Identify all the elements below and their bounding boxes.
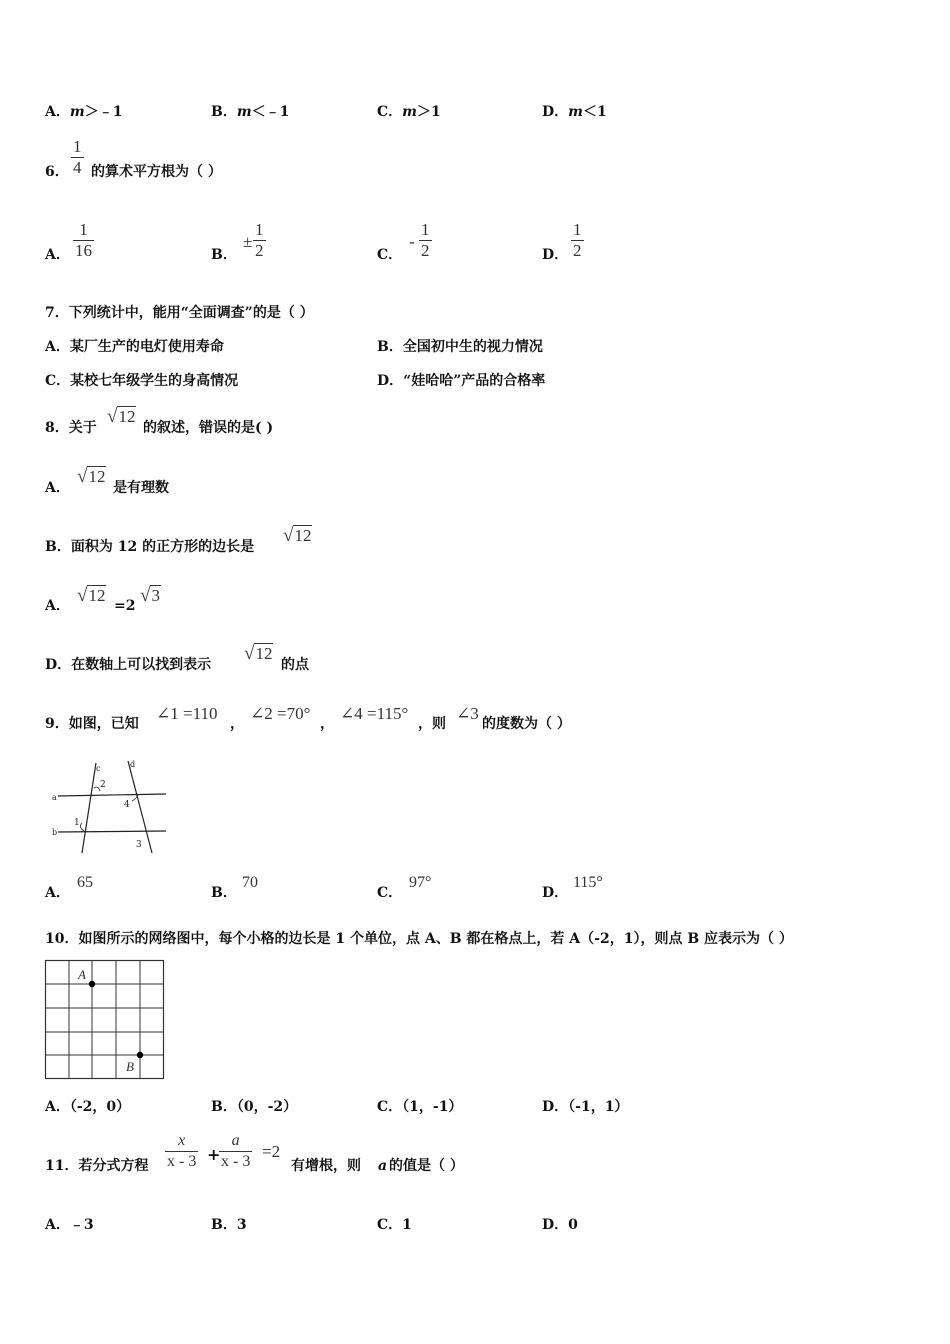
fig-label-d: d (130, 760, 136, 769)
fraction-numerator: 1 (73, 137, 82, 156)
radicand: 12 (118, 407, 136, 426)
fraction-denominator: x - 3 (221, 1153, 251, 1170)
option-rel: ＜1 (582, 104, 607, 120)
line-b (58, 831, 166, 832)
q8-option-a-text: 是有理数 (113, 480, 169, 496)
fraction-denominator: 4 (73, 158, 82, 177)
q11-fraction-2 (219, 1131, 252, 1172)
q6-number: 6． (45, 164, 69, 180)
q6-option-c-fraction (419, 220, 432, 261)
option-label: C． (377, 104, 403, 120)
q7-option-a[interactable]: A．某厂生产的电灯使用寿命 (45, 339, 224, 355)
q10-grid-figure (44, 958, 168, 1082)
q9-option-a-value: 65 (77, 874, 93, 891)
radical-sign: √ (244, 643, 255, 664)
fig-label-1: 1 (74, 818, 80, 828)
fig-label-4: 4 (124, 800, 130, 810)
q7-option-c[interactable]: C．某校七年级学生的身高情况 (45, 373, 239, 389)
q6-option-a-label[interactable]: A． (45, 247, 70, 263)
point-a-dot (89, 981, 95, 987)
radical-sign: √ (140, 585, 151, 606)
q8-option-a-sqrt (77, 466, 106, 488)
fraction-denominator: 2 (573, 241, 582, 260)
radicand: 12 (88, 586, 106, 605)
q9-option-c-value: 97° (409, 874, 432, 891)
fraction-numerator: 1 (573, 220, 582, 239)
q11-option-b[interactable]: B．3 (211, 1217, 247, 1233)
q8-option-d-sqrt (244, 643, 273, 665)
q11-option-a[interactable]: A．﹣3 (45, 1217, 94, 1233)
q9-angle3: ∠3 (456, 704, 479, 723)
q11-mid: 有增根，则 (291, 1158, 361, 1174)
q8-option-c-sqrt2 (140, 585, 161, 607)
q6-option-a-fraction (73, 220, 94, 261)
fig-label-c: c (96, 764, 101, 773)
q5-option-d[interactable] (542, 103, 607, 121)
option-rel: ＞﹣1 (84, 104, 123, 120)
q8-option-b-text[interactable]: B．面积为 12 的正方形的边长是 (45, 539, 255, 555)
q9-suffix: 的度数为（ ） (482, 716, 571, 732)
q11-suffix: 的值是（ ） (389, 1158, 464, 1174)
q6-option-b-sign: ± (243, 232, 253, 251)
radical-sign: √ (77, 585, 88, 606)
fig-label-b: b (52, 828, 58, 837)
q9-option-b-value: 70 (242, 874, 258, 891)
q8-option-d-text[interactable]: D．在数轴上可以找到表示 (45, 657, 212, 673)
q9-angle1: ∠1 =110 (156, 704, 218, 723)
radical-sign: √ (283, 525, 294, 546)
q8-option-c-label[interactable]: A． (45, 598, 70, 614)
fraction-numerator: 1 (255, 220, 264, 239)
q9-figure (50, 755, 170, 855)
q10-stem: 10．如图所示的网络图中，每个小格的边长是 1 个单位，点 A、B 都在格点上，若 A（-2，1），则点 B 应表示为（ ） (45, 931, 793, 947)
q7-option-b[interactable]: B．全国初中生的视力情况 (377, 339, 543, 355)
q10-option-d[interactable]: D．（-1，1） (542, 1099, 629, 1115)
grid-lines (46, 961, 164, 1079)
q6-fraction (71, 137, 84, 178)
fraction-numerator: 1 (421, 220, 430, 239)
option-var: m (236, 104, 252, 120)
fraction-denominator: 16 (75, 241, 92, 260)
line-a (58, 794, 166, 796)
q9-angle2: ∠2 =70° (250, 704, 311, 723)
q8-option-c-eq: =2 (114, 598, 136, 614)
q8-suffix: 的叙述，错误的是( ) (143, 420, 274, 436)
q6-option-d-fraction (571, 220, 584, 261)
fraction-numerator: 1 (79, 220, 88, 239)
q9-option-b-label[interactable]: B． (211, 885, 237, 901)
q11-option-c[interactable]: C．1 (377, 1217, 412, 1233)
q11-option-d[interactable]: D．0 (542, 1217, 578, 1233)
option-var: m (69, 104, 85, 120)
q9-option-d-label[interactable]: D． (542, 885, 569, 901)
q9-sep1: ， (230, 716, 244, 732)
q5-option-c[interactable] (377, 103, 441, 121)
q6-option-c-sign: - (409, 232, 415, 251)
q6-option-c-label[interactable]: C． (377, 247, 403, 263)
q9-angle4: ∠4 =115° (340, 704, 409, 723)
radical-sign: √ (77, 466, 88, 487)
q5-option-a[interactable] (45, 103, 122, 121)
q10-option-a[interactable]: A．（-2，0） (45, 1099, 131, 1115)
fraction-numerator: x (178, 1132, 186, 1149)
option-rel: ＜﹣1 (251, 104, 290, 120)
q11-prefix: 11．若分式方程 (45, 1158, 149, 1174)
q7-option-d[interactable]: D．“娃哈哈”产品的合格率 (377, 373, 546, 389)
radicand: 12 (255, 644, 273, 663)
q6-option-b-label[interactable]: B． (211, 247, 237, 263)
q11-var: a (378, 1158, 388, 1174)
q6-option-d-label[interactable]: D． (542, 247, 569, 263)
radicand: 12 (294, 526, 312, 545)
radical-sign: √ (107, 406, 118, 427)
fraction-denominator: 2 (255, 241, 264, 260)
option-rel: ＞1 (416, 104, 441, 120)
fig-label-2: 2 (100, 780, 106, 790)
fraction-denominator: x - 3 (167, 1153, 197, 1170)
option-var: m (568, 104, 583, 120)
q7-stem: 7．下列统计中，能用“全面调查”的是（ ） (45, 305, 314, 321)
q5-option-b[interactable] (211, 103, 289, 121)
q9-option-d-value: 115° (573, 874, 603, 891)
q10-option-b[interactable]: B．（0，-2） (211, 1099, 298, 1115)
q9-prefix: 9．如图，已知 (45, 716, 139, 732)
fig-label-3: 3 (136, 840, 142, 850)
q11-fraction-1 (165, 1131, 198, 1172)
point-a-label: A (78, 967, 86, 982)
q8-sqrt (107, 406, 136, 428)
q11-equals: =2 (262, 1142, 281, 1161)
q8-option-b-sqrt (283, 525, 312, 547)
fraction-denominator: 2 (421, 241, 430, 260)
radicand: 12 (88, 467, 106, 486)
q9-option-a-label[interactable]: A． (45, 885, 70, 901)
q9-sep3: ，则 (418, 716, 446, 732)
option-var: m (402, 104, 417, 120)
q10-option-c[interactable]: C．（1，-1） (377, 1099, 463, 1115)
q11-plus: + (207, 1145, 221, 1164)
angle-1-arc (80, 823, 84, 831)
option-label: D． (542, 104, 569, 120)
line-c (82, 763, 96, 853)
q8-option-a-label[interactable]: A． (45, 480, 70, 496)
q9-sep2: ， (320, 716, 334, 732)
option-label: A． (45, 104, 70, 120)
q9-option-c-label[interactable]: C． (377, 885, 403, 901)
q8-option-c-sqrt (77, 585, 106, 607)
fig-label-a: a (52, 793, 57, 802)
q6-stem: 的算术平方根为（ ） (91, 164, 222, 180)
q8-prefix: 8．关于 (45, 420, 97, 436)
fraction-numerator: a (231, 1132, 240, 1149)
q6-option-b-fraction (253, 220, 266, 261)
radicand: 3 (151, 586, 160, 605)
q8-option-d-suffix: 的点 (281, 657, 309, 673)
point-b-dot (137, 1052, 143, 1058)
option-label: B． (211, 104, 237, 120)
point-b-label: B (126, 1059, 134, 1074)
